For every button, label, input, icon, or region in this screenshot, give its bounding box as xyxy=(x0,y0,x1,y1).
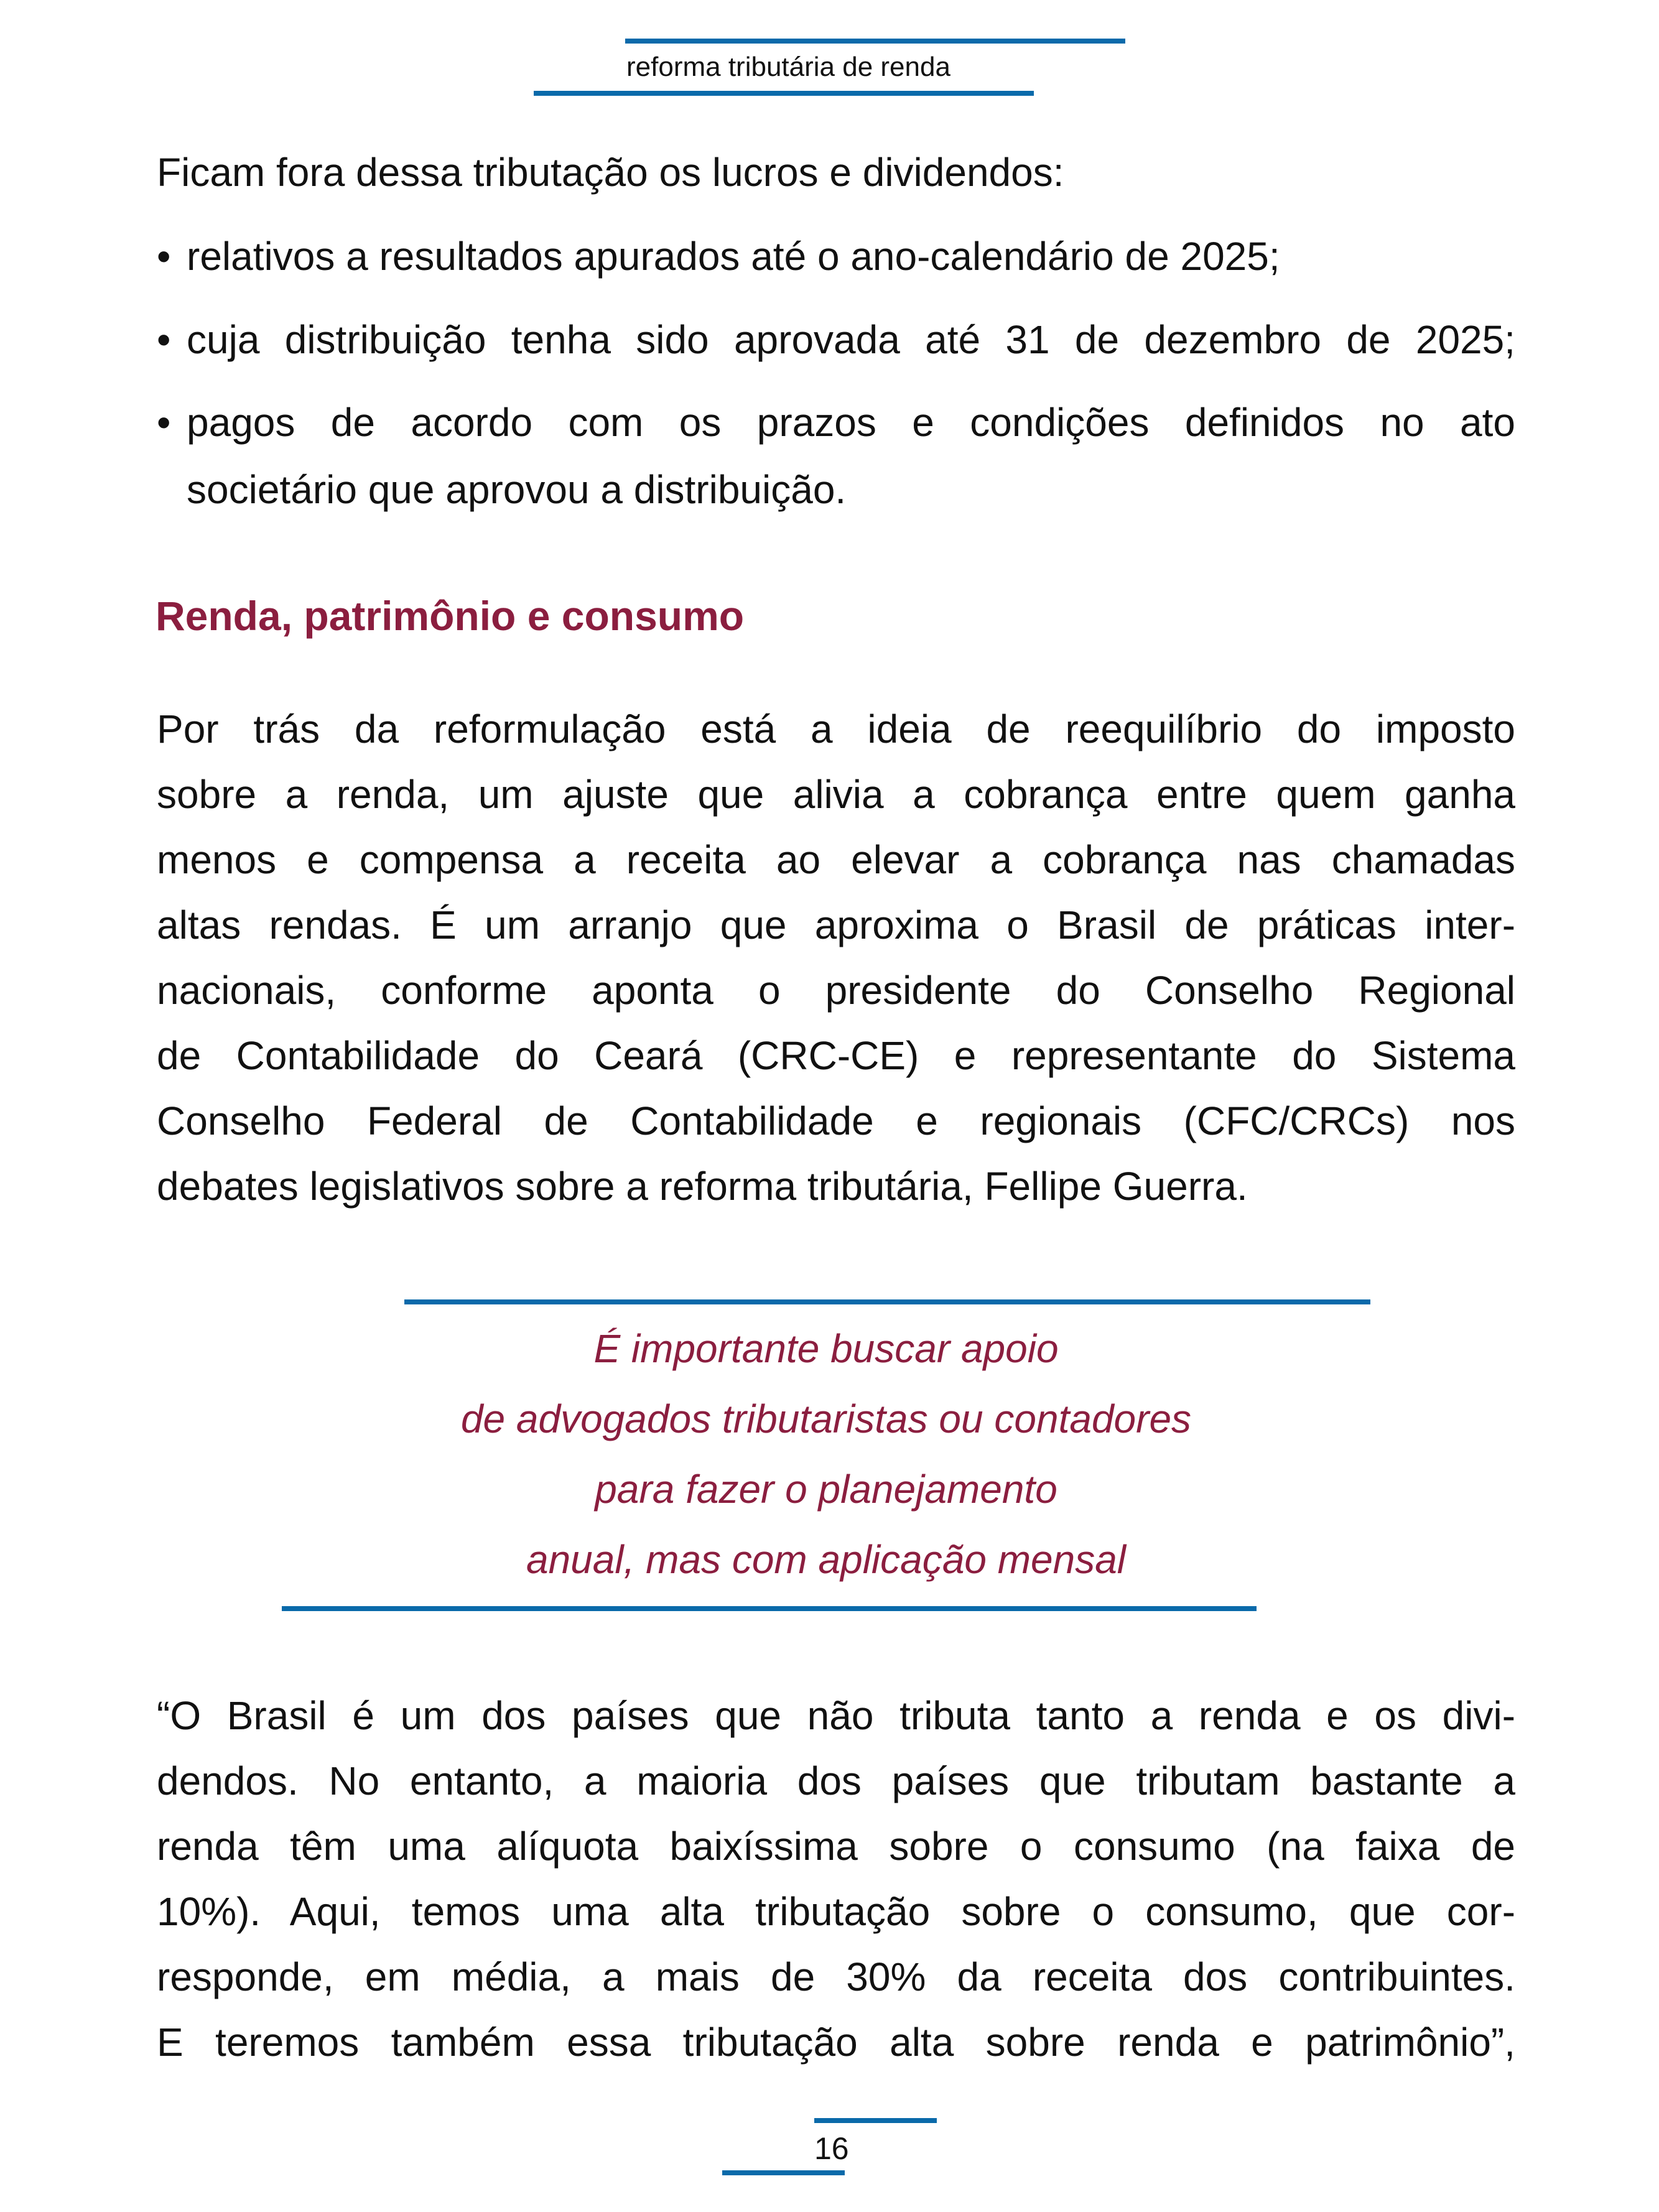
bullet-item-1 xyxy=(157,223,1515,290)
bullet-text: relativos a resultados apurados até o ano-calendário de 2025; xyxy=(187,234,1280,279)
quote-paragraph-line: renda têm uma alíquota baixíssima sobre o consumo (na faixa de xyxy=(157,1824,1515,1869)
pull-quote xyxy=(282,1314,1370,1595)
paragraph-line: menos e compensa a receita ao elevar a cobrança nas chamadas xyxy=(157,837,1515,882)
bullet-item-2 xyxy=(157,306,1515,373)
footer-rule-bottom xyxy=(722,2170,845,2175)
footer-rule-top xyxy=(814,2118,937,2123)
paragraph-line: debates legislativos sobre a reforma tributária, Fellipe Guerra. xyxy=(157,1164,1248,1209)
section-heading: Renda, patrimônio e consumo xyxy=(156,593,745,639)
pull-quote-rule-top xyxy=(404,1299,1370,1304)
bullet-text: cuja distribuição tenha sido aprovada até 31 de dezembro de 2025; xyxy=(187,317,1515,362)
intro-lead xyxy=(157,140,1515,205)
paragraph-line: de Contabilidade do Ceará (CRC-CE) e representante do Sistema xyxy=(157,1033,1515,1078)
header-rule-top xyxy=(625,39,1125,44)
intro-lead-text: Ficam fora dessa tributação os lucros e dividendos: xyxy=(157,150,1064,195)
bullet-text-continued: societário que aprovou a distribuição. xyxy=(187,467,847,512)
quote-paragraph-line: “O Brasil é um dos países que não tributa tanto a renda e os divi- xyxy=(157,1693,1515,1738)
paragraph-line: nacionais, conforme aponta o presidente do Conselho Regional xyxy=(157,968,1515,1013)
quote-paragraph-line: E teremos também essa tributação alta sobre renda e patrimônio”, xyxy=(157,2020,1515,2065)
header-rule-bottom xyxy=(534,91,1034,96)
paragraph-line: Conselho Federal de Contabilidade e regionais (CFC/CRCs) nos xyxy=(157,1099,1515,1143)
section-paragraph xyxy=(157,697,1515,1219)
bullet-icon: • xyxy=(157,234,171,279)
paragraph-line: altas rendas. É um arranjo que aproxima o Brasil de práticas inter- xyxy=(157,903,1515,947)
pull-quote-line: anual, mas com aplicação mensal xyxy=(526,1537,1127,1582)
bullet-icon: • xyxy=(157,317,171,362)
quote-paragraph-line: 10%). Aqui, temos uma alta tributação sobre o consumo, que cor- xyxy=(157,1889,1515,1934)
bullet-icon: • xyxy=(157,400,171,445)
quote-paragraph-line: responde, em média, a mais de 30% da receita dos contribuintes. xyxy=(157,1954,1515,1999)
bullet-text: pagos de acordo com os prazos e condições definidos no ato xyxy=(187,400,1515,445)
quote-paragraph xyxy=(157,1683,1515,2075)
pull-quote-line: É importante buscar apoio xyxy=(593,1326,1059,1371)
running-header-title: reforma tributária de renda xyxy=(626,52,950,82)
paragraph-line: sobre a renda, um ajuste que alivia a cobrança entre quem ganha xyxy=(157,772,1515,817)
pull-quote-line: de advogados tributaristas ou contadores xyxy=(460,1396,1192,1441)
page-number: 16 xyxy=(814,2131,849,2166)
paragraph-line: Por trás da reformulação está a ideia de reequilíbrio do imposto xyxy=(157,707,1515,751)
quote-paragraph-line: dendos. No entanto, a maioria dos países que tributam bastante a xyxy=(157,1759,1515,1803)
pull-quote-rule-bottom xyxy=(282,1606,1257,1611)
running-header xyxy=(534,49,1125,86)
bullet-item-3 xyxy=(157,389,1515,523)
pull-quote-line: para fazer o planejamento xyxy=(595,1467,1057,1512)
